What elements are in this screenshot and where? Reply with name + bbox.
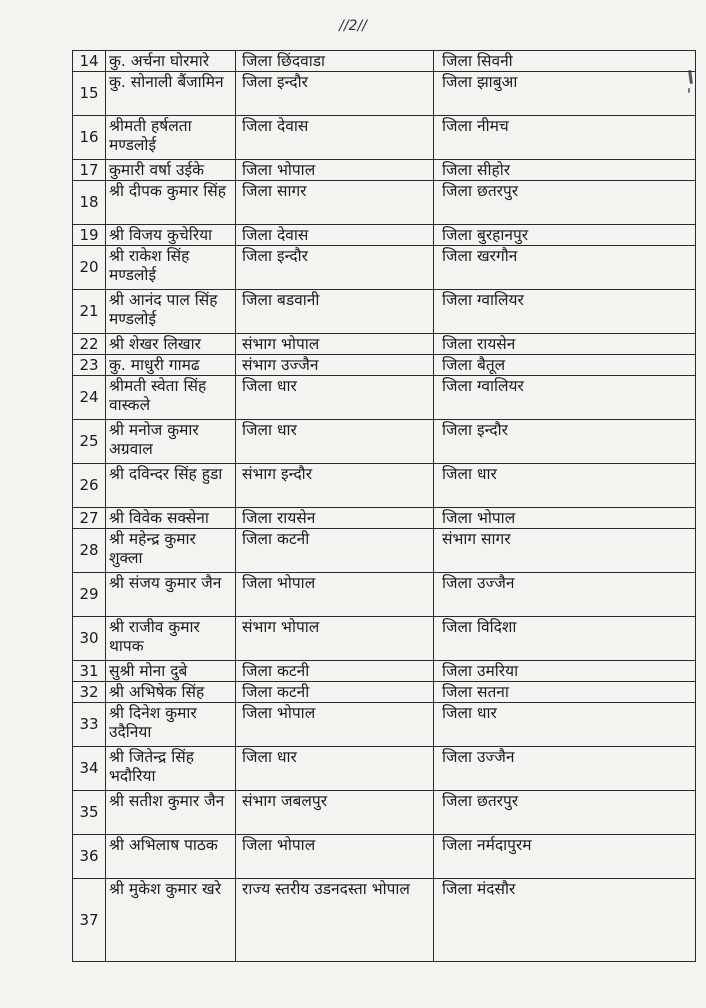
new-posting: जिला रायसेन xyxy=(434,334,696,355)
table-row xyxy=(73,617,696,661)
officer-name: श्रीमती हर्षलता मण्डलोई xyxy=(106,116,236,160)
new-posting: जिला छतरपुर xyxy=(434,791,696,835)
current-posting: जिला भोपाल xyxy=(236,160,434,181)
table-row xyxy=(73,661,696,682)
table-row xyxy=(73,573,696,617)
current-posting: जिला इन्दौर xyxy=(236,246,434,290)
table-row xyxy=(73,116,696,160)
new-posting: जिला इन्दौर xyxy=(434,420,696,464)
new-posting: जिला ग्वालियर xyxy=(434,290,696,334)
current-posting: जिला देवास xyxy=(236,116,434,160)
new-posting: संभाग सागर xyxy=(434,529,696,573)
current-posting: जिला कटनी xyxy=(236,661,434,682)
current-posting: संभाग भोपाल xyxy=(236,334,434,355)
table-row xyxy=(73,703,696,747)
table-row xyxy=(73,290,696,334)
officer-name: श्री आनंद पाल सिंह मण्डलोई xyxy=(106,290,236,334)
transfer-table xyxy=(72,50,696,962)
officer-name: श्री विवेक सक्सेना xyxy=(106,508,236,529)
table-row xyxy=(73,376,696,420)
new-posting: जिला उमरिया xyxy=(434,661,696,682)
current-posting: जिला भोपाल xyxy=(236,703,434,747)
officer-name: कु. माधुरी गामढ xyxy=(106,355,236,376)
table-row xyxy=(73,225,696,246)
current-posting: जिला बडवानी xyxy=(236,290,434,334)
row-number: 35 xyxy=(73,791,106,835)
current-posting: जिला सागर xyxy=(236,181,434,225)
officer-name: कुमारी वर्षा उईके xyxy=(106,160,236,181)
table-row xyxy=(73,464,696,508)
officer-name: श्री सतीश कुमार जैन xyxy=(106,791,236,835)
table-row xyxy=(73,181,696,225)
current-posting: जिला रायसेन xyxy=(236,508,434,529)
new-posting: जिला धार xyxy=(434,703,696,747)
row-number: 21 xyxy=(73,290,106,334)
new-posting: जिला उज्जैन xyxy=(434,573,696,617)
officer-name: श्री दीपक कुमार सिंह xyxy=(106,181,236,225)
current-posting: जिला धार xyxy=(236,376,434,420)
row-number: 14 xyxy=(73,51,106,72)
row-number: 15 xyxy=(73,72,106,116)
current-posting: जिला कटनी xyxy=(236,529,434,573)
new-posting: जिला उज्जैन xyxy=(434,747,696,791)
officer-name: श्री मनोज कुमार अग्रवाल xyxy=(106,420,236,464)
new-posting: जिला सीहोर xyxy=(434,160,696,181)
row-number: 32 xyxy=(73,682,106,703)
officer-name: श्री शेखर लिखार xyxy=(106,334,236,355)
row-number: 23 xyxy=(73,355,106,376)
table-row xyxy=(73,791,696,835)
table-row xyxy=(73,508,696,529)
current-posting: संभाग भोपाल xyxy=(236,617,434,661)
current-posting: जिला भोपाल xyxy=(236,573,434,617)
officer-name: श्री मुकेश कुमार खरे xyxy=(106,879,236,962)
officer-name: श्री विजय कुचेरिया xyxy=(106,225,236,246)
table-row xyxy=(73,879,696,962)
officer-name: श्री जितेन्द्र सिंह भदौरिया xyxy=(106,747,236,791)
row-number: 25 xyxy=(73,420,106,464)
current-posting: संभाग जबलपुर xyxy=(236,791,434,835)
table-row xyxy=(73,246,696,290)
officer-name: श्री दिनेश कुमार उदैनिया xyxy=(106,703,236,747)
current-posting: जिला धार xyxy=(236,747,434,791)
current-posting: जिला कटनी xyxy=(236,682,434,703)
new-posting: जिला विदिशा xyxy=(434,617,696,661)
table-row xyxy=(73,334,696,355)
officer-name: श्री अभिलाष पाठक xyxy=(106,835,236,879)
current-posting: राज्य स्तरीय उडनदस्ता भोपाल xyxy=(236,879,434,962)
new-posting: जिला भोपाल xyxy=(434,508,696,529)
row-number: 20 xyxy=(73,246,106,290)
table-row xyxy=(73,72,696,116)
table-row xyxy=(73,160,696,181)
page-number: //2// xyxy=(339,18,367,34)
row-number: 37 xyxy=(73,879,106,962)
row-number: 27 xyxy=(73,508,106,529)
new-posting: जिला सिवनी xyxy=(434,51,696,72)
current-posting: जिला देवास xyxy=(236,225,434,246)
row-number: 18 xyxy=(73,181,106,225)
new-posting: जिला ग्वालियर xyxy=(434,376,696,420)
current-posting: जिला भोपाल xyxy=(236,835,434,879)
current-posting: जिला छिंदवाडा xyxy=(236,51,434,72)
table-row xyxy=(73,529,696,573)
table-row xyxy=(73,835,696,879)
new-posting: जिला सतना xyxy=(434,682,696,703)
table-body xyxy=(73,51,696,962)
row-number: 36 xyxy=(73,835,106,879)
table-row xyxy=(73,355,696,376)
officer-name: कु. सोनाली बैंजामिन xyxy=(106,72,236,116)
row-number: 22 xyxy=(73,334,106,355)
officer-name: श्री अभिषेक सिंह xyxy=(106,682,236,703)
row-number: 33 xyxy=(73,703,106,747)
officer-name: श्री राजीव कुमार थापक xyxy=(106,617,236,661)
row-number: 30 xyxy=(73,617,106,661)
row-number: 26 xyxy=(73,464,106,508)
officer-name: श्रीमती स्वेता सिंह वास्कले xyxy=(106,376,236,420)
row-number: 29 xyxy=(73,573,106,617)
new-posting: जिला खरगौन xyxy=(434,246,696,290)
table-row xyxy=(73,51,696,72)
table-row xyxy=(73,420,696,464)
new-posting: जिला बैतूल xyxy=(434,355,696,376)
row-number: 17 xyxy=(73,160,106,181)
new-posting: जिला धार xyxy=(434,464,696,508)
row-number: 16 xyxy=(73,116,106,160)
table-row xyxy=(73,682,696,703)
officer-name: कु. अर्चना घोरमारे xyxy=(106,51,236,72)
officer-name: श्री संजय कुमार जैन xyxy=(106,573,236,617)
new-posting: जिला छतरपुर xyxy=(434,181,696,225)
new-posting: जिला मंदसौर xyxy=(434,879,696,962)
current-posting: जिला इन्दौर xyxy=(236,72,434,116)
new-posting: जिला बुरहानपुर xyxy=(434,225,696,246)
row-number: 31 xyxy=(73,661,106,682)
table-row xyxy=(73,747,696,791)
officer-name: सुश्री मोना दुबे xyxy=(106,661,236,682)
new-posting: जिला नर्मदापुरम xyxy=(434,835,696,879)
row-number: 28 xyxy=(73,529,106,573)
new-posting: जिला नीमच xyxy=(434,116,696,160)
row-number: 34 xyxy=(73,747,106,791)
current-posting: संभाग उज्जैन xyxy=(236,355,434,376)
current-posting: संभाग इन्दौर xyxy=(236,464,434,508)
current-posting: जिला धार xyxy=(236,420,434,464)
row-number: 19 xyxy=(73,225,106,246)
officer-name: श्री महेन्द्र कुमार शुक्ला xyxy=(106,529,236,573)
new-posting: जिला झाबुआ xyxy=(434,72,696,116)
row-number: 24 xyxy=(73,376,106,420)
officer-name: श्री राकेश सिंह मण्डलोई xyxy=(106,246,236,290)
officer-name: श्री दविन्दर सिंह हुडा xyxy=(106,464,236,508)
